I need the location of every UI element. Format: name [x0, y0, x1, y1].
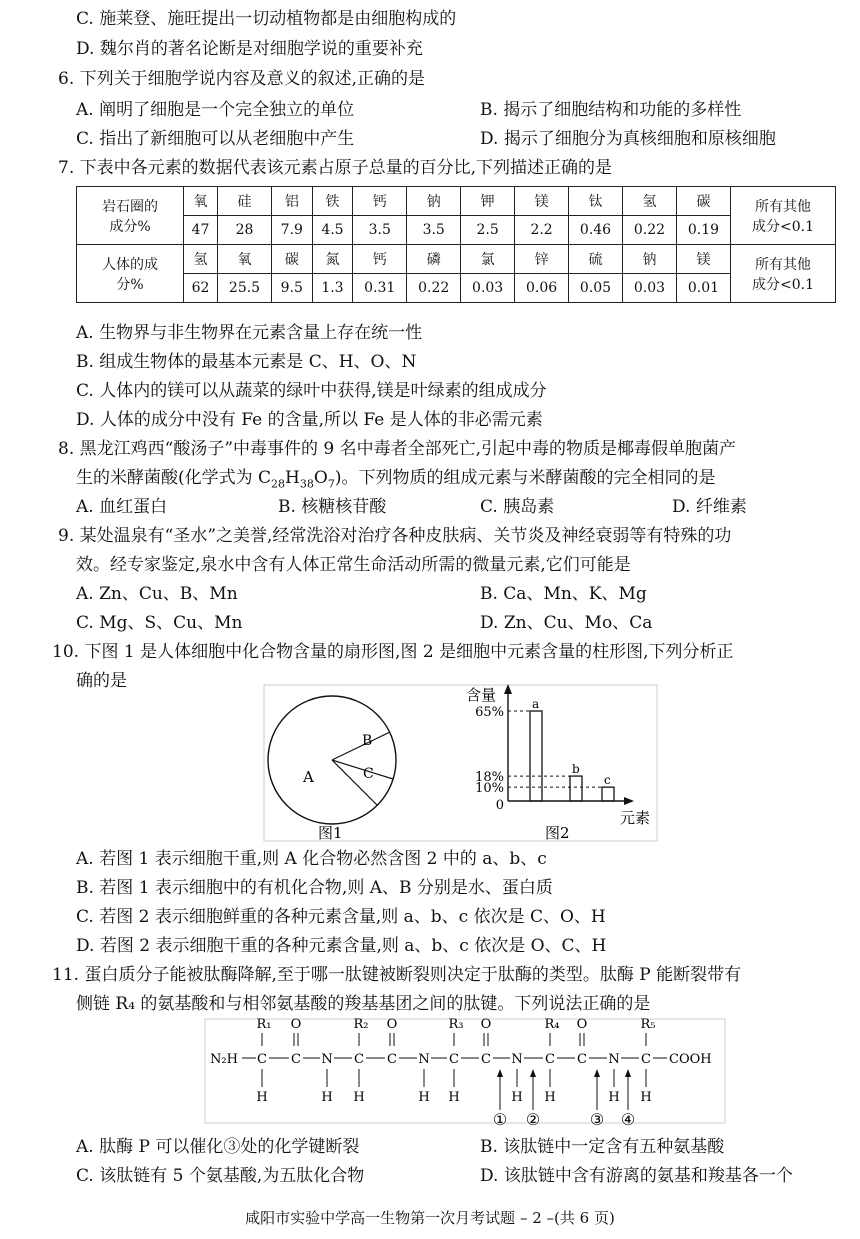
q11-option-a: A. 肽酶 P 可以催化③处的化学键断裂: [76, 1137, 360, 1157]
table-cell: 磷: [407, 245, 461, 274]
tick-group: [475, 705, 504, 813]
q11-option-d: D. 该肽链中含有游离的氨基和羧基各一个: [480, 1166, 793, 1186]
table-cell: 2.5: [461, 216, 515, 245]
bond-marker: ④: [620, 1110, 636, 1129]
atom-C: C: [257, 1052, 267, 1067]
atom-C: C: [449, 1052, 459, 1067]
question-10-stem: 10. 下图 1 是人体细胞中化合物含量的扇形图,图 2 是细胞中元素含量的柱形图,下列分析正: [52, 642, 734, 662]
arrow-head: [530, 1069, 536, 1077]
table-cell: 3.5: [407, 216, 461, 245]
y-axis-label: 含量: [466, 686, 497, 704]
option-line: C. 施莱登、施旺提出一切动植物都是由细胞构成的: [76, 9, 457, 29]
atom-H: H: [448, 1090, 460, 1105]
atom-H: H: [640, 1090, 652, 1105]
table-cell: 0.31: [353, 274, 407, 303]
fig2-caption: 图2: [545, 824, 570, 842]
q6-option-c: C. 指出了新细胞可以从老细胞中产生: [76, 129, 355, 149]
atom-N: N: [418, 1052, 430, 1067]
n-terminal: N₂H: [210, 1052, 238, 1067]
q10-option-d: D. 若图 2 表示细胞干重的各种元素含量,则 a、b、c 依次是 O、C、H: [76, 936, 607, 956]
atom-O: O: [480, 1017, 492, 1032]
q10-option-a: A. 若图 1 表示细胞干重,则 A 化合物必然含图 2 中的 a、b、c: [76, 849, 547, 869]
y-tick-label: 18%: [475, 770, 504, 786]
table-cell: 0.06: [515, 274, 569, 303]
table-cell: 碳: [271, 245, 312, 274]
atom-N: N: [511, 1052, 523, 1067]
bond-marker: ①: [492, 1110, 508, 1129]
atom-H: H: [511, 1090, 523, 1105]
table-cell: 0.01: [676, 274, 730, 303]
question-11-stem: 11. 蛋白质分子能被肽酶降解,至于哪一肽键被断裂则决定于肽酶的类型。肽酶 P 能断裂带有: [52, 965, 742, 985]
arrow-head: [497, 1069, 503, 1077]
table-cell: 镁: [515, 187, 569, 216]
question-11-stem-2: 侧链 R₄ 的氨基酸和与相邻氨基酸的羧基基团之间的肽键。下列说法正确的是: [76, 994, 651, 1014]
atom-H: H: [321, 1090, 333, 1105]
atom-N: N: [321, 1052, 333, 1067]
bar-c: [602, 787, 614, 801]
side-chain-label: R₂: [353, 1017, 369, 1032]
q9-option-a: A. Zn、Cu、B、Mn: [76, 584, 238, 604]
table-cell: 氢: [622, 187, 676, 216]
fig1-caption: 图1: [318, 824, 343, 842]
q8-option-b: B. 核糖核苷酸: [278, 497, 387, 517]
option-line: D. 魏尔肖的著名论断是对细胞学说的重要补充: [76, 39, 423, 59]
table-cell: 1.3: [312, 274, 353, 303]
table-cell: 钠: [622, 245, 676, 274]
q8-option-a: A. 血红蛋白: [76, 497, 168, 517]
q9-option-b: B. Ca、Mn、K、Mg: [480, 584, 647, 604]
side-chain-label: R₃: [448, 1017, 464, 1032]
q11-option-c: C. 该肽链有 5 个氨基酸,为五肽化合物: [76, 1166, 365, 1186]
q6-option-b: B. 揭示了细胞结构和功能的多样性: [480, 100, 742, 120]
q7-option-b: B. 组成生物体的最基本元素是 C、H、O、N: [76, 352, 417, 372]
table-cell: 铝: [271, 187, 312, 216]
question-9-stem-2: 效。经专家鉴定,泉水中含有人体正常生命活动所需的微量元素,它们可能是: [76, 555, 631, 575]
atom-C: C: [577, 1052, 587, 1067]
bond-marker: ②: [525, 1110, 541, 1129]
table-cell: 钙: [353, 187, 407, 216]
q9-option-c: C. Mg、S、Cu、Mn: [76, 613, 243, 633]
bar-label: b: [572, 762, 580, 777]
table-cell: 钠: [407, 187, 461, 216]
bar-group: [508, 697, 614, 801]
x-axis-label: 元素: [620, 809, 651, 827]
peptide-frame: [205, 1019, 725, 1123]
table-cell: 7.9: [271, 216, 312, 245]
figure-frame: [264, 685, 657, 841]
q7-option-c: C. 人体内的镁可以从蔬菜的绿叶中获得,镁是叶绿素的组成成分: [76, 381, 547, 401]
q6-option-a: A. 阐明了细胞是一个完全独立的单位: [76, 100, 355, 120]
q6-option-d: D. 揭示了细胞分为真核细胞和原核细胞: [480, 129, 776, 149]
atom-H: H: [418, 1090, 430, 1105]
question-10-stem-2: 确的是: [76, 671, 127, 691]
x-axis-arrow: [624, 797, 634, 805]
table-cell: 钾: [461, 187, 515, 216]
table-cell: 钛: [569, 187, 623, 216]
atom-O: O: [290, 1017, 302, 1032]
table-cell: 氢: [184, 245, 218, 274]
bar-b: [570, 776, 582, 801]
table-cell: 氧: [184, 187, 218, 216]
table-cell: 锌: [515, 245, 569, 274]
q9-option-d: D. Zn、Cu、Mo、Ca: [480, 613, 653, 633]
table-cell: 62: [184, 274, 218, 303]
peptide-structure: [210, 1017, 712, 1129]
question-7-stem: 7. 下表中各元素的数据代表该元素占原子总量的百分比,下列描述正确的是: [58, 158, 613, 178]
atom-H: H: [544, 1090, 556, 1105]
bond-marker: ③: [589, 1110, 605, 1129]
q7-option-d: D. 人体的成分中没有 Fe 的含量,所以 Fe 是人体的非必需元素: [76, 410, 543, 430]
question-6-stem: 6. 下列关于细胞学说内容及意义的叙述,正确的是: [58, 69, 426, 89]
side-chain-label: R₁: [256, 1017, 272, 1032]
table-cell: 2.2: [515, 216, 569, 245]
table-cell: 钙: [353, 245, 407, 274]
q11-option-b: B. 该肽链中一定含有五种氨基酸: [480, 1137, 725, 1157]
bar-label: c: [604, 773, 611, 788]
table-cell: 25.5: [218, 274, 272, 303]
atom-H: H: [608, 1090, 620, 1105]
question-8-stem: 8. 黑龙江鸡西“酸汤子”中毒事件的 9 名中毒者全部死亡,引起中毒的物质是椰毒假单胞菌产: [58, 439, 737, 459]
atom-N: N: [608, 1052, 620, 1067]
table-cell: 氧: [218, 245, 272, 274]
pie-label-a: A: [303, 768, 314, 786]
table-cell: 0.05: [569, 274, 623, 303]
atom-C: C: [387, 1052, 397, 1067]
table-cell: 0.46: [569, 216, 623, 245]
table-cell: 9.5: [271, 274, 312, 303]
table-cell: 28: [218, 216, 272, 245]
atom-H: H: [353, 1090, 365, 1105]
q10-option-c: C. 若图 2 表示细胞鲜重的各种元素含量,则 a、b、c 依次是 C、O、H: [76, 907, 606, 927]
table-cell: 47: [184, 216, 218, 245]
page-footer: 咸阳市实验中学高一生物第一次月考试题 – 2 –(共 6 页): [245, 1209, 615, 1227]
question-9-stem: 9. 某处温泉有“圣水”之美誉,经常洗浴对治疗各种皮肤病、关节炎及神经衰弱等有特殊的功: [58, 526, 732, 546]
table-cell: 0.03: [622, 274, 676, 303]
atom-O: O: [576, 1017, 588, 1032]
question-8-stem-2: 生的米酵菌酸(化学式为 $C_{28}H_{38}O_7$)。下列物质的组成元素与米酵菌酸的完全相同的是: [76, 468, 716, 491]
table-cell: 硫: [569, 245, 623, 274]
q8-option-c: C. 胰岛素: [480, 497, 555, 517]
atom-C: C: [291, 1052, 301, 1067]
atom-O: O: [386, 1017, 398, 1032]
other-note: 所有其他 成分<0.1: [731, 187, 836, 245]
table-cell: 氮: [312, 245, 353, 274]
arrow-head: [625, 1069, 631, 1077]
table-cell: 0.22: [622, 216, 676, 245]
table-cell: 铁: [312, 187, 353, 216]
atom-H: H: [256, 1090, 268, 1105]
q7-option-a: A. 生物界与非生物界在元素含量上存在统一性: [76, 323, 423, 343]
bar-label: a: [532, 697, 540, 711]
q10-option-b: B. 若图 1 表示细胞中的有机化合物,则 A、B 分别是水、蛋白质: [76, 878, 553, 898]
pie-divider: [332, 732, 390, 760]
q8-option-d: D. 纤维素: [672, 497, 747, 517]
table-cell: 3.5: [353, 216, 407, 245]
y-tick-label: 0: [495, 798, 504, 813]
table-cell: 碳: [676, 187, 730, 216]
y-tick-label: 65%: [475, 705, 504, 720]
table-cell: 0.22: [407, 274, 461, 303]
atom-C: C: [641, 1052, 651, 1067]
table-cell: 0.03: [461, 274, 515, 303]
side-chain-label: R₅: [640, 1017, 656, 1032]
y-tick-label: 10%: [475, 781, 504, 797]
human-label: 人体的成 分%: [77, 245, 184, 303]
side-chain-label: R₄: [544, 1017, 560, 1032]
table-cell: 0.19: [676, 216, 730, 245]
table-cell: 硅: [218, 187, 272, 216]
table-cell: 镁: [676, 245, 730, 274]
atom-C: C: [545, 1052, 555, 1067]
c-terminal: COOH: [669, 1052, 712, 1067]
pie-label-b: B: [362, 733, 373, 749]
table-cell: 4.5: [312, 216, 353, 245]
other-note: 所有其他 成分<0.1: [731, 245, 836, 303]
rock-label: 岩石圈的 成分%: [77, 187, 184, 245]
pie-label-c: C: [363, 766, 374, 782]
table-cell: 氯: [461, 245, 515, 274]
atom-C: C: [481, 1052, 491, 1067]
arrow-head: [594, 1069, 600, 1077]
atom-C: C: [354, 1052, 364, 1067]
